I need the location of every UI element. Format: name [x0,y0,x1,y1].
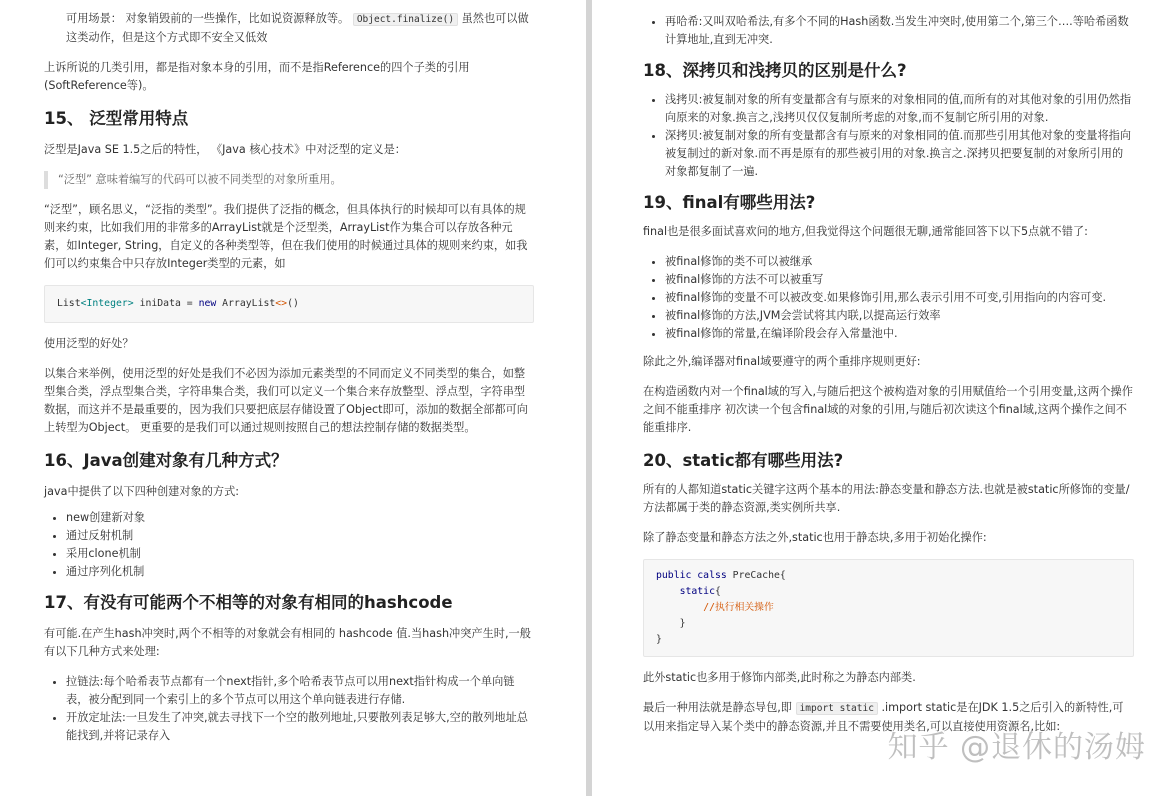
generics-explanation: “泛型”，顾名思义，“泛指的类型”。我们提供了泛指的概念，但具体执行的时候却可以有具体的规则来约束，比如我们用的非常多的ArrayList就是个泛型类，ArrayList作为集合可以存放各种元素，如Integer, String，自定义的各种类型等，但在我们使用的时候通过具体的规则来约束，如我们可以约束集合中只存放Integer类型的元素，如 [44,203,528,270]
list-item: • 深拷贝:被复制对象的所有变量都含有与原来的对象相同的值.而那些引用其他对象的变量将指向被复制过的新对象.而不再是原有的那些被引用的对象.换言之.深拷贝把要复制的对象所引用的对象都复制了一遍. [665,127,1134,181]
list-item: • 被final修饰的方法,JVM会尝试将其内联,以提高运行效率 [665,307,1134,325]
section-17-heading: 17、有没有可能两个不相等的对象有相同的hashcode [44,593,453,612]
section-20-heading: 20、static都有哪些用法? [643,451,844,470]
final-reorder-intro: 除此之外,编译器对final域要遵守的两个重排序规则更好: [643,355,921,368]
list-item: • 被final修饰的方法不可以被重写 [665,271,1134,289]
reference-summary: 上诉所说的几类引用，都是指对象本身的引用，而不是指Reference的四个子类的引用(SoftReference等)。 [44,61,470,92]
hash-conflict-list [44,673,534,745]
list-item: • 拉链法:每个哈希表节点都有一个next指针,多个哈希表节点可以用next指针构成一个单向链表，被分配到同一个索引上的多个节点可以用这个单向链表进行存储. [66,673,534,709]
section-19-heading: 19、final有哪些用法? [643,193,816,212]
zhihu-watermark: 知乎 @退休的汤姆 [887,730,1146,765]
section-18-heading: 18、深拷贝和浅拷贝的区别是什么? [643,61,907,80]
static-intro: 所有的人都知道static关键字这两个基本的用法:静态变量和静态方法.也就是被static所修饰的变量/方法都属于类的静态资源,类实例所共享. [643,483,1130,514]
list-item: • 开放定址法:一旦发生了冲突,就去寻找下一个空的散列地址,只要散列表足够大,空的散列地址总能找到,并将记录存入 [66,709,534,745]
list-item: • 采用clone机制 [66,545,534,563]
list-item: • 再哈希:又叫双哈希法,有多个不同的Hash函数.当发生冲突时,使用第二个,第三个….等哈希函数计算地址,直到无冲突. [665,13,1134,49]
final-reorder-rules: 在构造函数内对一个final域的写入,与随后把这个被构造对象的引用赋值给一个引用变量,这两个操作之间不能重排序 初次读一个包含final域的对象的引用,与随后初次读这个final域,这两个操作之间不能重排序. [643,385,1133,434]
list-item: • 浅拷贝:被复制对象的所有变量都含有与原来的对象相同的值,而所有的对其他对象的引用仍然指向原来的对象.换言之,浅拷贝仅仅复制所考虑的对象,而不复制它所引用的对象. [665,91,1134,127]
rehash-list [643,13,1134,49]
generics-benefit-answer: 以集合来举例，使用泛型的好处是我们不必因为添加元素类型的不同而定义不同类型的集合，如整型集合类，浮点型集合类，字符串集合类，我们可以定义一个集合来存放整型、浮点型，字符串型数据，而这并不是最重要的，因为我们只要把底层存储设置了Object即可，添加的数据全部都可向上转型为Object。 更重要的是我们可以通过规则按照自己的想法控制存储的数据类型。 [44,367,528,434]
static-import-text: 最后一种用法就是静态导包,即 import static .import static是在JDK 1.5之后引入的新特性,可以用来指定导入某个类中的静态资源,并且不需要使用类名,可以直接使用资源名,比如: [643,701,1124,733]
static-code-block: public calss PreCache{ static{ //执行相关操作 } } [643,559,1134,657]
list-item: • 被final修饰的类不可以被继承 [665,253,1134,271]
list-item: • 通过反射机制 [66,527,534,545]
finalize-code: Object.finalize() [353,13,458,26]
usage-scenario-text: 可用场景： 对象销毁前的一些操作，比如说资源释放等。 Object.finalize() 虽然也可以做这类动作，但是这个方式即不安全又低效 [66,12,529,44]
right-page [592,0,1176,796]
list-item: • new创建新对象 [66,509,534,527]
generics-intro: 泛型是Java SE 1.5之后的特性， 《Java 核心技术》中对泛型的定义是： [44,143,406,156]
list-item: • 被final修饰的变量不可以被改变.如果修饰引用,那么表示引用不可变,引用指向的内容可变. [665,289,1134,307]
list-item: • 被final修饰的常量,在编译阶段会存入常量池中. [665,325,1134,343]
left-page [0,0,586,796]
section-15-heading: 15、 泛型常用特点 [44,109,189,128]
section-16-heading: 16、Java创建对象有几种方式？ [44,451,288,470]
generics-quote: “泛型” 意味着编写的代码可以被不同类型的对象所重用。 [44,171,534,189]
import-static-code: import static [796,702,878,715]
static-block-intro: 除了静态变量和静态方法之外,static也用于静态块,多用于初始化操作: [643,531,987,544]
final-intro: final也是很多面试喜欢问的地方,但我觉得这个问题很无聊,通常能回答下以下5点就不错了: [643,225,1088,238]
create-object-list [44,509,534,581]
static-inner-class: 此外static也多用于修饰内部类,此时称之为静态内部类. [643,671,916,684]
create-object-intro: java中提供了以下四种创建对象的方式: [44,485,240,498]
final-usage-list [643,253,1134,343]
generics-benefit-question: 使用泛型的好处？ [44,337,134,350]
generics-code-block: List<Integer> iniData = new ArrayList<>() [44,285,534,323]
copy-list [643,91,1134,181]
list-item: • 通过序列化机制 [66,563,534,581]
hashcode-explanation: 有可能.在产生hash冲突时,两个不相等的对象就会有相同的 hashcode 值.当hash冲突产生时,一般有以下几种方式来处理: [44,627,531,658]
